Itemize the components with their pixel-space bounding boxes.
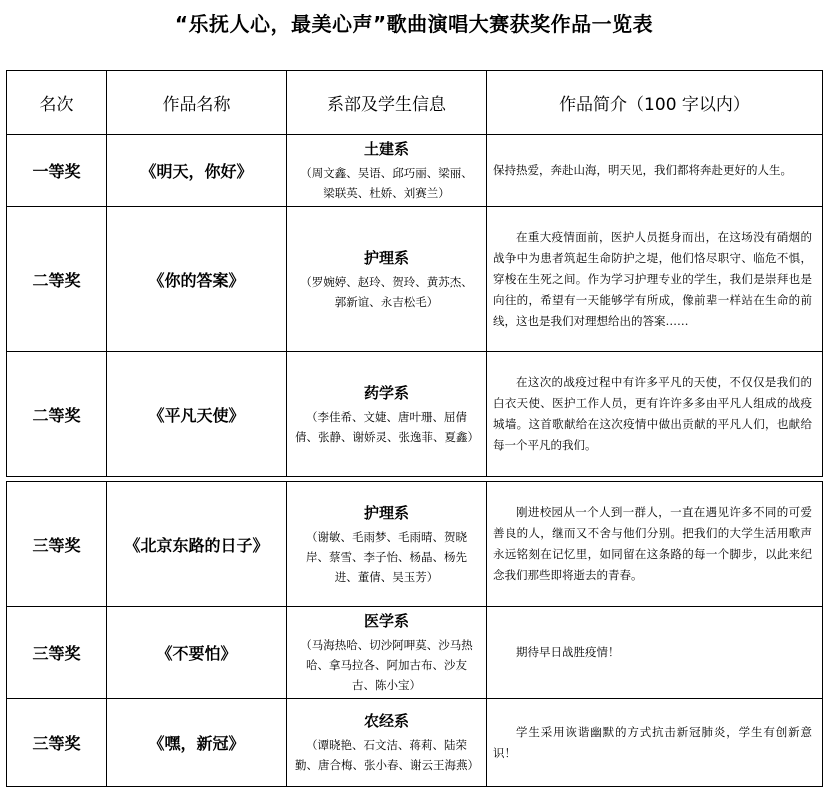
department-name: 农经系	[363, 712, 409, 730]
work-title-cell: 《明天，你好》	[107, 135, 287, 207]
header-rank: 名次	[7, 71, 107, 135]
header-row	[7, 71, 823, 135]
student-info-cell	[287, 352, 487, 477]
department-name: 护理系	[363, 503, 409, 522]
work-title-cell: 《平凡天使》	[107, 352, 287, 477]
header-info: 系部及学生信息	[287, 71, 487, 135]
student-names: （马海热哈、切沙阿呷莫、沙马热哈、拿马拉各、阿加古布、沙友古、陈小宝）	[300, 638, 473, 692]
student-info-cell	[287, 207, 487, 352]
rank-cell: 二等奖	[7, 207, 107, 352]
intro-cell: 刚进校园从一个人到一群人，一直在遇见许多不同的可爱善良的人，继而又不舍与他们分别。把我们的大学生活用歌声永远铭刻在记忆里，如同留在这条路的每一个脚步，以此来纪念我们那些即将逝去的青春。	[487, 482, 823, 607]
table-row	[7, 482, 823, 607]
student-info-cell	[287, 135, 487, 207]
student-info-cell	[287, 699, 487, 787]
awards-table-part-1	[6, 70, 823, 477]
intro-cell: 学生采用诙谐幽默的方式抗击新冠肺炎，学生有创新意识！	[487, 699, 823, 787]
table-row	[7, 135, 823, 207]
student-names: （谢敏、毛雨梦、毛雨晴、贺晓岸、蔡雪、李子怡、杨晶、杨先进、董倩、吴玉芳）	[306, 529, 467, 584]
work-title-cell: 《不要怕》	[107, 607, 287, 699]
student-names: （李佳希、文婕、唐叶珊、屈倩倩、张静、谢娇灵、张逸菲、夏鑫）	[295, 409, 479, 444]
intro-cell: 在重大疫情面前，医护人员挺身而出，在这场没有硝烟的战争中为患者筑起生命防护之堤，他们恪尽职守、临危不惧，穿梭在生死之间。作为学习护理专业的学生，我们是崇拜也是向往的，希望有一天能够学有所成，像前辈一样站在生命的前线，这也是我们对理想给出的答案……	[487, 207, 823, 352]
work-title-cell: 《嘿，新冠》	[107, 699, 287, 787]
student-names: （周文鑫、吴语、邱巧丽、梁丽、梁联英、杜娇、刘赛兰）	[300, 166, 473, 200]
rank-cell: 三等奖	[7, 607, 107, 699]
awards-table-part-2	[6, 481, 823, 787]
rank-cell: 二等奖	[7, 352, 107, 477]
rank-cell: 三等奖	[7, 482, 107, 607]
intro-cell: 保持热爱，奔赴山海，明天见，我们都将奔赴更好的人生。	[487, 135, 823, 207]
department-name: 土建系	[363, 140, 409, 158]
work-title-cell: 《你的答案》	[107, 207, 287, 352]
intro-cell: 期待早日战胜疫情！	[487, 607, 823, 699]
table-row	[7, 699, 823, 787]
header-work: 作品名称	[107, 71, 287, 135]
department-name: 医学系	[363, 612, 409, 630]
rank-cell: 一等奖	[7, 135, 107, 207]
table-row	[7, 607, 823, 699]
table-row	[7, 352, 823, 477]
table-row	[7, 207, 823, 352]
page-title: “乐抚人心，最美心声”歌曲演唱大赛获奖作品一览表	[174, 12, 654, 36]
intro-cell: 在这次的战疫过程中有许多平凡的天使，不仅仅是我们的白衣天使、医护工作人员，更有许许多多由平凡人组成的战疫城墙。这首歌献给在这次疫情中做出贡献的平凡人们，也献给每一个平凡的我们。	[487, 352, 823, 477]
department-name: 药学系	[363, 383, 409, 402]
header-intro: 作品简介（100 字以内）	[487, 71, 823, 135]
rank-cell: 三等奖	[7, 699, 107, 787]
student-names: （谭晓艳、石文洁、蒋莉、陆荣勤、唐合梅、张小春、谢云王海燕）	[295, 738, 479, 772]
student-info-cell	[287, 482, 487, 607]
student-info-cell	[287, 607, 487, 699]
student-names: （罗婉婷、赵玲、贺玲、黄苏杰、郭新谊、永吉松毛）	[300, 274, 473, 309]
work-title-cell: 《北京东路的日子》	[107, 482, 287, 607]
department-name: 护理系	[363, 248, 409, 267]
